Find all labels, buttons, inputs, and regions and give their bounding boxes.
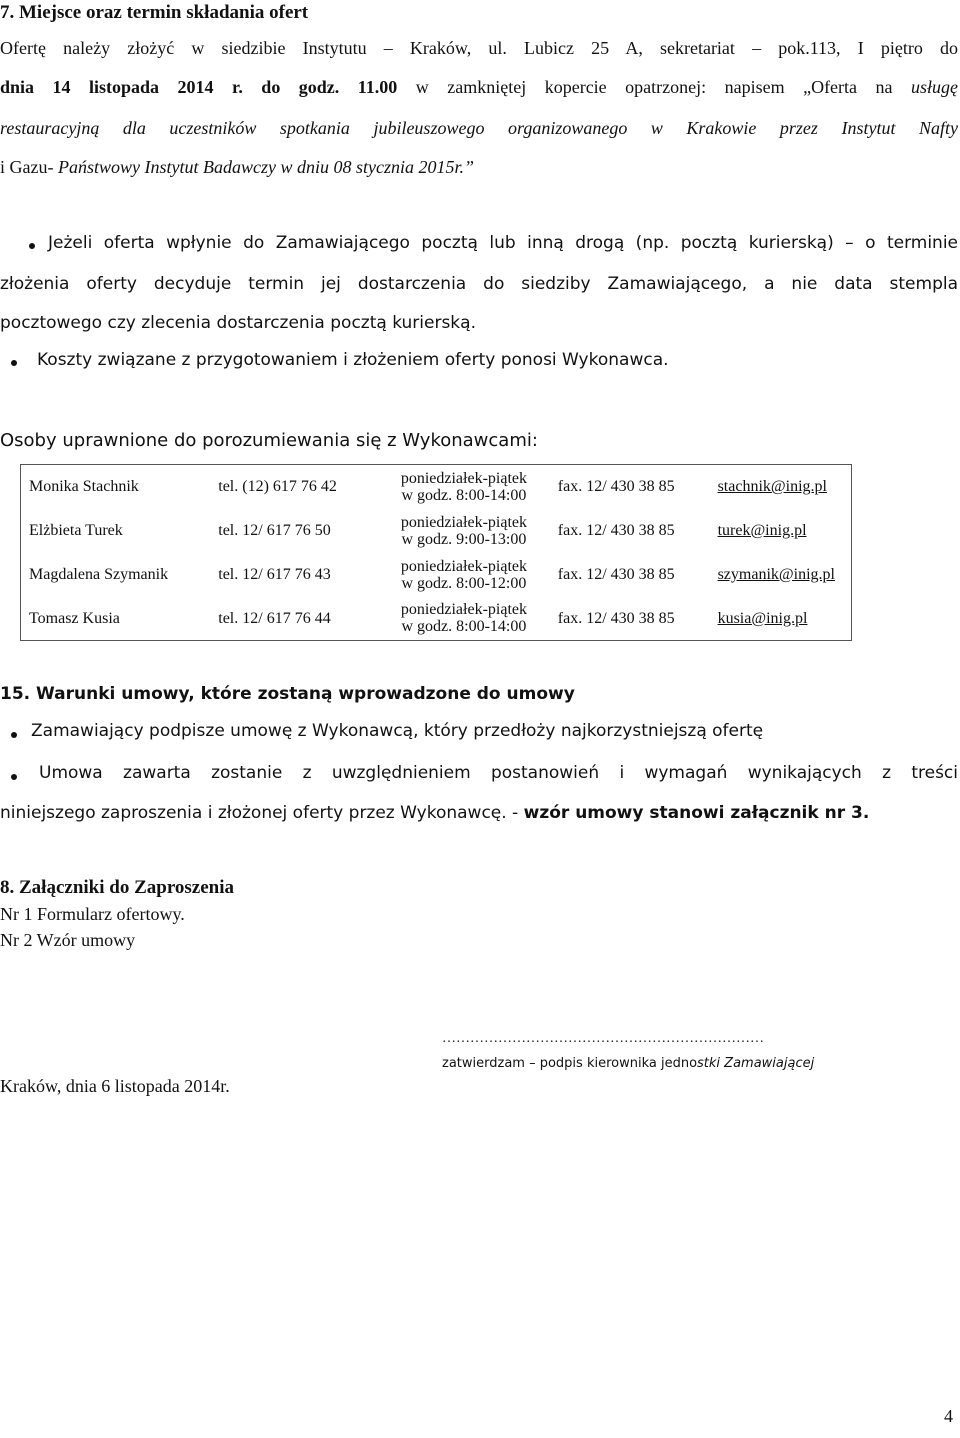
bullet-icon — [11, 360, 17, 366]
contact-phone: tel. 12/ 617 76 43 — [218, 566, 331, 583]
delivery-note-line-2: złożenia oferty decyduje termin jej dostarczenia do siedziby Zamawiającego, a nie data stempla — [0, 274, 958, 294]
section-7-paragraph-line-3: restauracyjną dla uczestników spotkania jubileuszowego organizowanego w Krakowie przez Instytut Nafty — [0, 118, 958, 138]
contact-fax: fax. 12/ 430 38 85 — [557, 478, 675, 496]
contact-email-link[interactable]: kusia@inig.pl — [717, 609, 808, 627]
table-row — [21, 509, 852, 553]
section-7-paragraph-line-2 — [0, 77, 958, 98]
contract-note-1: Zamawiający podpisze umowę z Wykonawcą, który przedłoży najkorzystniejszą ofertę — [31, 721, 764, 741]
contact-hours — [370, 509, 550, 553]
contact-time: w godz. 9:00-13:00 — [401, 530, 527, 548]
contact-time: w godz. 8:00-14:00 — [401, 618, 527, 636]
service-text: usługę — [911, 77, 958, 97]
contact-name: Magdalena Szymanik — [29, 566, 169, 583]
attachment-1: Nr 1 Formularz ofertowy. — [0, 904, 185, 924]
section-8-heading: 8. Załączniki do Zaproszenia — [0, 877, 235, 898]
contact-fax: fax. 12/ 430 38 85 — [557, 609, 675, 627]
table-row — [21, 465, 852, 509]
contact-days: poniedziałek-piątek — [400, 601, 527, 619]
bullet-icon — [29, 243, 35, 249]
contract-note-2-line-1: Umowa zawarta zostanie z uwzględnieniem postanowień i wymagań wynikających z treści — [39, 763, 958, 783]
signature-label-italic: stki Zamawiającej — [697, 1056, 815, 1071]
contact-phone: tel. 12/ 617 76 50 — [218, 522, 331, 539]
signature-label-text: zatwierdzam – podpis kierownika jedno — [442, 1056, 698, 1071]
signature-line: …………………………………………………………… — [442, 1031, 764, 1046]
section-7-heading: 7. Miejsce oraz termin składania ofert — [0, 2, 309, 23]
costs-note: Koszty związane z przygotowaniem i złożeniem oferty ponosi Wykonawca. — [37, 350, 669, 370]
contact-name: Monika Stachnik — [29, 478, 139, 496]
contact-time: w godz. 8:00-12:00 — [401, 574, 527, 592]
table-row — [21, 553, 852, 597]
bullet-icon — [11, 732, 17, 738]
contacts-table — [20, 464, 852, 641]
contact-hours — [370, 597, 550, 641]
section-15-heading: 15. Warunki umowy, które zostaną wprowadzone do umowy — [0, 684, 575, 704]
contact-hours — [370, 553, 550, 597]
contacts-heading: Osoby uprawnione do porozumiewania się z Wykonawcami: — [0, 430, 538, 451]
delivery-note-line-3: pocztowego czy zlecenia dostarczenia pocztą kurierską. — [0, 313, 476, 333]
section-7-paragraph-line-1: Ofertę należy złożyć w siedzibie Instytutu – Kraków, ul. Lubicz 25 A, sekretariat – pok.113, I piętro do — [0, 38, 958, 58]
envelope-text: w zamkniętej kopercie opatrzonej: napisem „Oferta na — [397, 77, 911, 97]
section-7-paragraph-line-4 — [0, 157, 474, 178]
delivery-note-line-1: Jeżeli oferta wpłynie do Zamawiającego pocztą lub inną drogą (np. pocztą kurierską) – o terminie — [48, 233, 958, 253]
contact-email-link[interactable]: turek@inig.pl — [717, 522, 807, 539]
institute-name-italic: Państwowy Instytut Badawczy w dniu 08 stycznia 2015r.” — [57, 157, 474, 177]
contact-name: Tomasz Kusia — [29, 609, 120, 627]
contact-fax: fax. 12/ 430 38 85 — [557, 522, 675, 539]
place-and-date: Kraków, dnia 6 listopada 2014r. — [0, 1076, 230, 1096]
contact-days: poniedziałek-piątek — [400, 557, 527, 575]
contact-hours — [370, 465, 550, 509]
bullet-icon — [11, 774, 17, 780]
attachment-2: Nr 2 Wzór umowy — [0, 930, 136, 950]
contract-attachment-note: wzór umowy stanowi załącznik nr 3. — [523, 803, 870, 823]
deadline-text: dnia 14 listopada 2014 r. do godz. 11.00 — [0, 77, 398, 97]
contact-email-link[interactable]: szymanik@inig.pl — [717, 566, 835, 583]
contact-phone: tel. (12) 617 76 42 — [218, 478, 337, 496]
contact-name: Elżbieta Turek — [29, 522, 123, 539]
contact-days: poniedziałek-piątek — [400, 469, 527, 487]
contract-note-text: niniejszego zaproszenia i złożonej oferty przez Wykonawcę. - — [0, 803, 524, 823]
contact-days: poniedziałek-piątek — [400, 513, 527, 531]
contact-fax: fax. 12/ 430 38 85 — [557, 566, 675, 583]
contact-phone: tel. 12/ 617 76 44 — [218, 609, 331, 627]
contract-note-2-line-2 — [0, 803, 869, 823]
signature-label — [442, 1056, 814, 1071]
contact-email-link[interactable]: stachnik@inig.pl — [717, 478, 827, 496]
table-row — [21, 597, 852, 641]
contact-time: w godz. 8:00-14:00 — [401, 486, 527, 504]
institute-name-part: i Gazu- — [0, 157, 58, 177]
page-number: 4 — [944, 1406, 953, 1426]
